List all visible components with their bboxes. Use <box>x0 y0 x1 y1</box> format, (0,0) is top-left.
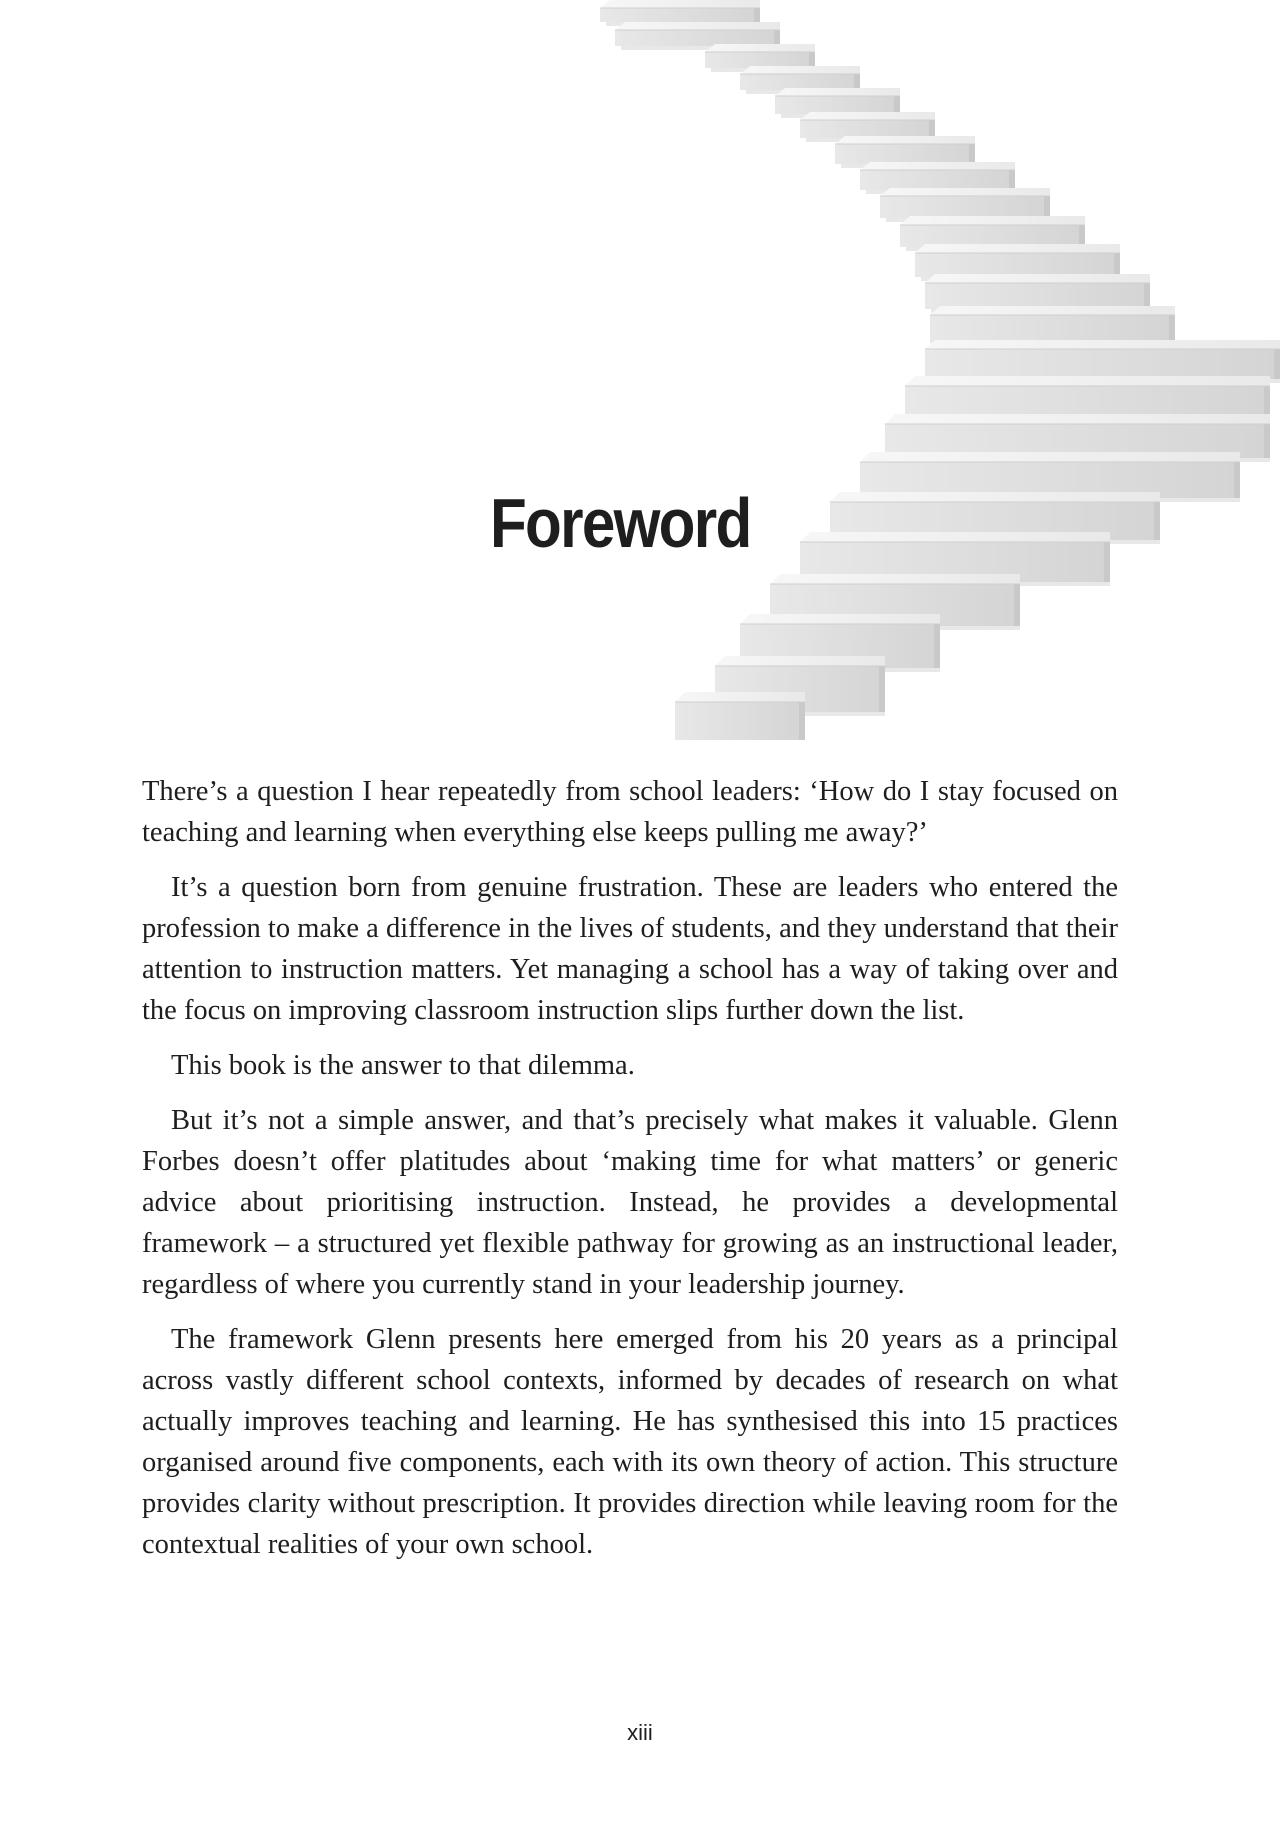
paragraph-5: The framework Glenn presents here emerged from his 20 years as a principal across vastly different school contexts, informed by decades of research on what actually improves teaching and learning. He has synthesised this into 15 practices organised around five components, each with its own theory of action. This structure provides clarity without prescription. It provides direction while leaving room for the contextual realities of your own school. <box>142 1324 1118 1560</box>
paragraph-2: It’s a question born from genuine frustration. These are leaders who entered the profession to make a difference in the lives of students, and they understand that their attention to instruction matters. Yet managing a school has a way of taking over and the focus on improving classroom instruction slips further down the list. <box>142 872 1118 1026</box>
paragraph-4: But it’s not a simple answer, and that’s precisely what makes it valuable. Glenn Forbes doesn’t offer platitudes about ‘making time for what matters’ or generic advice about prioritising instruction. Instead, he provides a developmental framework – a structured yet flexible pathway for growing as an instructional leader, regardless of where you currently stand in your leadership journey. <box>142 1105 1118 1300</box>
foreword-body <box>142 771 1118 1579</box>
paragraph-1: There’s a question I hear repeatedly from school leaders: ‘How do I stay focused on teaching and learning when everything else keeps pulling me away?’ <box>142 776 1118 848</box>
page-number: xiii <box>627 1720 653 1745</box>
page-title: Foreword <box>490 484 751 562</box>
stair-step <box>675 692 805 740</box>
paragraph-3: This book is the answer to that dilemma. <box>171 1050 635 1081</box>
staircase-steps <box>600 0 1280 740</box>
spiral-staircase-illustration <box>0 0 1280 740</box>
